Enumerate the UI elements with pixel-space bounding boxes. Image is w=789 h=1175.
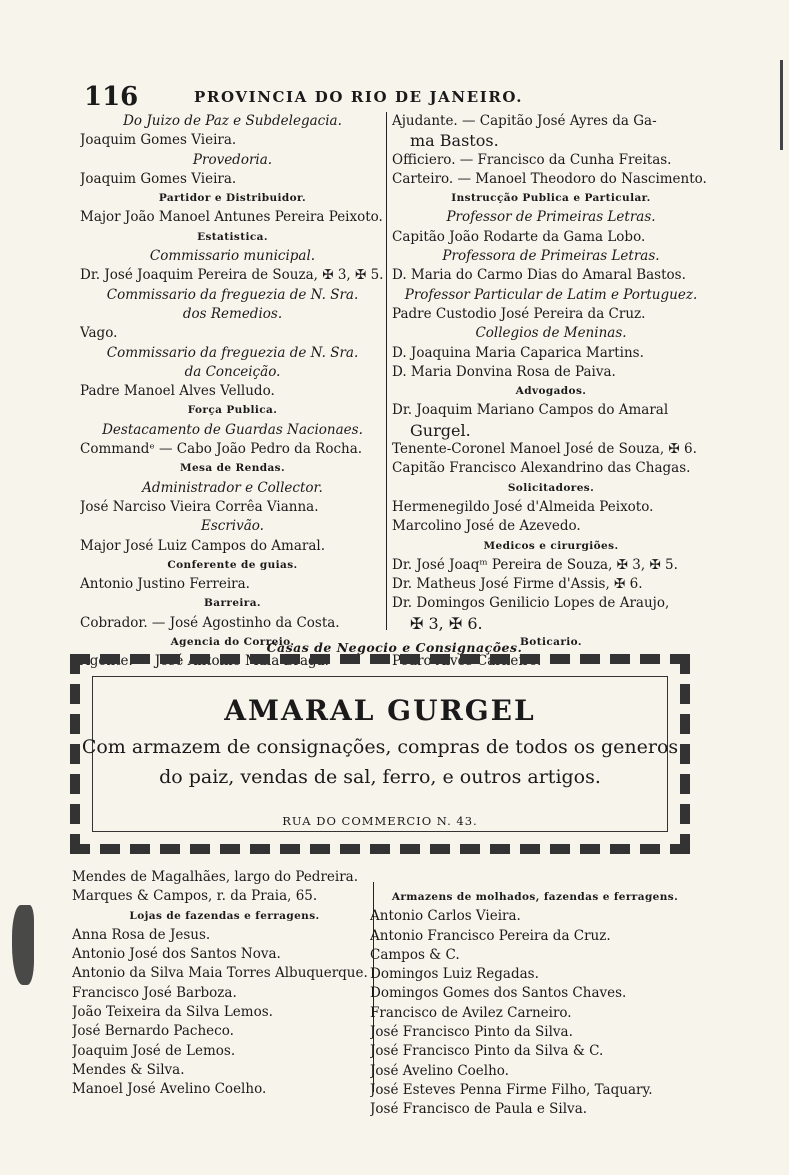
left-column-line: Commissario municipal. (149, 248, 316, 265)
bottom-left-line: Joaquim José de Lemos. (72, 1042, 236, 1059)
right-column-line: Hermenegildo José d'Almeida Peixoto. (392, 498, 654, 515)
page-title: PROVINCIA DO RIO DE JANEIRO. (194, 88, 524, 106)
right-column-line: Capitão João Rodarte da Gama Lobo. (392, 228, 646, 245)
right-column-line: Medicos e cirurgiões. (483, 539, 619, 552)
left-column-line: Escrivão. (201, 518, 264, 535)
right-column-line: Padre Custodio José Pereira da Cruz. (392, 305, 646, 322)
page-header (84, 82, 584, 110)
left-column-line: Do Juizo de Paz e Subdelegacia. (123, 113, 342, 129)
bottom-right-line: Domingos Gomes dos Santos Chaves. (370, 985, 627, 1002)
right-column-line: Solicitadores. (507, 481, 595, 494)
bottom-left-line: Francisco José Barboza. (72, 984, 237, 1001)
right-column-line: Instrucção Publica e Particular. (451, 192, 651, 205)
left-column-line: Agente. — José Antonio Maia Braga. (80, 653, 329, 670)
bottom-right-line: Francisco de Avilez Carneiro. (370, 1004, 572, 1021)
bottom-left-line: Mendes & Silva. (72, 1061, 185, 1078)
commerce-section-heading: Casas de Negocio e Consignações. (266, 640, 523, 655)
right-column-line: Gurgel. (410, 420, 471, 440)
left-column-line: Cobrador. — José Agostinho da Costa. (80, 614, 340, 631)
advert-line-2: do paiz, vendas de sal, ferro, e outros artigos. (159, 766, 601, 788)
right-column-line: Collegios de Meninas. (475, 325, 627, 342)
bottom-left-column (72, 868, 377, 1100)
left-column-line: dos Remedios. (182, 305, 283, 322)
left-column-line: Mesa de Rendas. (179, 462, 286, 475)
right-column-line: Marcolino José de Azevedo. (392, 518, 581, 535)
left-column-line: Joaquim Gomes Vieira. (80, 132, 237, 149)
right-column-line: D. Joaquina Maria Caparica Martins. (392, 344, 644, 361)
left-column-line: Conferente de guias. (167, 558, 298, 571)
left-column-line: da Conceição. (184, 363, 281, 380)
bottom-right-line: Campos & C. (370, 946, 460, 963)
left-column-line: Major João Manoel Antunes Pereira Peixoto. (80, 209, 383, 226)
right-column-line: ma Bastos. (410, 131, 499, 151)
right-column-line: Professor Particular de Latim e Portuguez. (404, 286, 698, 303)
right-column-line: Dr. José Joaqᵐ Pereira de Souza, ✠ 3, ✠ 5. (392, 556, 678, 573)
page-number: 116 (84, 82, 139, 112)
right-column-line: ✠ 3, ✠ 6. (410, 613, 483, 633)
bottom-right-line: José Francisco de Paula e Silva. (370, 1101, 588, 1118)
right-column-line: Dr. Domingos Genilicio Lopes de Araujo, (392, 595, 670, 612)
bottom-right-line: Armazens de molhados, fazendas e ferragens. (391, 891, 679, 903)
left-column-line: Provedoria. (192, 151, 273, 168)
right-column-line: Dr. Matheus José Firme d'Assis, ✠ 6. (392, 576, 643, 593)
left-column-line: Administrador e Collector. (142, 479, 323, 496)
right-column-line: Carteiro. — Manoel Theodoro do Nascimento. (392, 170, 707, 187)
column-divider (386, 112, 387, 630)
left-column-line: Força Publica. (187, 404, 278, 417)
right-column-line: Capitão Francisco Alexandrino das Chagas. (392, 460, 691, 477)
bottom-left-line: João Teixeira da Silva Lemos. (72, 1004, 273, 1021)
right-column-line: Pedro Alves Carneiro. (392, 653, 542, 670)
left-column (80, 112, 385, 672)
left-column-line: Antonio Justino Ferreira. (80, 576, 250, 593)
bottom-left-line: Antonio José dos Santos Nova. (72, 946, 281, 963)
right-column-line: Dr. Joaquim Mariano Campos do Amaral (392, 402, 669, 419)
right-column-line: Professora de Primeiras Letras. (442, 248, 660, 265)
bottom-left-line: Manoel José Avelino Coelho. (72, 1081, 267, 1098)
advert-name: AMARAL GURGEL (224, 694, 536, 727)
right-column (392, 112, 710, 672)
bottom-right-line: José Francisco Pinto da Silva & C. (370, 1043, 604, 1060)
left-column-line: Barreira. (203, 597, 261, 610)
right-column-line: Tenente-Coronel Manoel José de Souza, ✠ 6. (392, 441, 697, 458)
bottom-right-line: Antonio Carlos Vieira. (370, 908, 521, 925)
bottom-right-line: Domingos Luiz Regadas. (370, 966, 539, 983)
bottom-right-line: Antonio Francisco Pereira da Cruz. (370, 927, 611, 944)
right-column-line: Officiero. — Francisco da Cunha Freitas. (392, 151, 672, 168)
bottom-left-line: Anna Rosa de Jesus. (72, 926, 211, 943)
left-column-line: Commandᵉ — Cabo João Pedro da Rocha. (80, 441, 363, 458)
bottom-left-line: Marques & Campos, r. da Praia, 65. (72, 888, 318, 905)
left-column-line: Commissario da freguezia de N. Sra. (106, 286, 359, 303)
left-column-line: Major José Luiz Campos do Amaral. (80, 537, 325, 554)
right-column-line: Boticario. (520, 636, 582, 649)
right-column-line: Professor de Primeiras Letras. (446, 209, 656, 226)
advert-line-1: Com armazem de consignações, compras de todos os generos (81, 736, 679, 758)
left-column-line: Vago. (80, 325, 118, 342)
left-column-line: Padre Manoel Alves Velludo. (80, 383, 275, 400)
left-column-line: Destacamento de Guardas Nacionaes. (102, 421, 363, 438)
left-column-line: Estatistica. (197, 230, 268, 243)
left-column-line: Dr. José Joaquim Pereira de Souza, ✠ 3, ✠ 5. (80, 267, 384, 284)
bottom-left-line: Mendes de Magalhães, largo do Pedreira. (72, 869, 359, 885)
margin-mark (780, 60, 783, 150)
bottom-right-line: José Avelino Coelho. (370, 1062, 509, 1079)
bottom-left-line: Antonio da Silva Maia Torres Albuquerque. (72, 965, 368, 982)
left-column-line: Partidor e Distribuidor. (158, 192, 307, 205)
bottom-left-line: José Bernardo Pacheco. (72, 1023, 234, 1040)
right-column-line: D. Maria Donvina Rosa de Paiva. (392, 363, 616, 380)
bottom-left-line: Lojas de fazendas e ferragens. (129, 909, 320, 922)
scan-blemish (12, 905, 34, 985)
bottom-right-line: José Esteves Penna Firme Filho, Taquary. (370, 1081, 653, 1098)
bottom-right-line: José Francisco Pinto da Silva. (370, 1024, 573, 1041)
bottom-right-column (370, 888, 700, 1120)
left-column-line: Agencia do Correio. (170, 636, 295, 649)
right-column-line: Ajudante. — Capitão José Ayres da Ga- (392, 113, 657, 129)
left-column-line: José Narciso Vieira Corrêa Vianna. (80, 498, 319, 515)
right-column-line: D. Maria do Carmo Dias do Amaral Bastos. (392, 267, 686, 284)
advertisement-box (70, 654, 690, 854)
left-column-line: Joaquim Gomes Vieira. (80, 170, 237, 187)
advert-address: RUA DO COMMERCIO N. 43. (282, 814, 478, 828)
left-column-line: Commissario da freguezia de N. Sra. (106, 344, 359, 361)
right-column-line: Advogados. (515, 385, 587, 398)
